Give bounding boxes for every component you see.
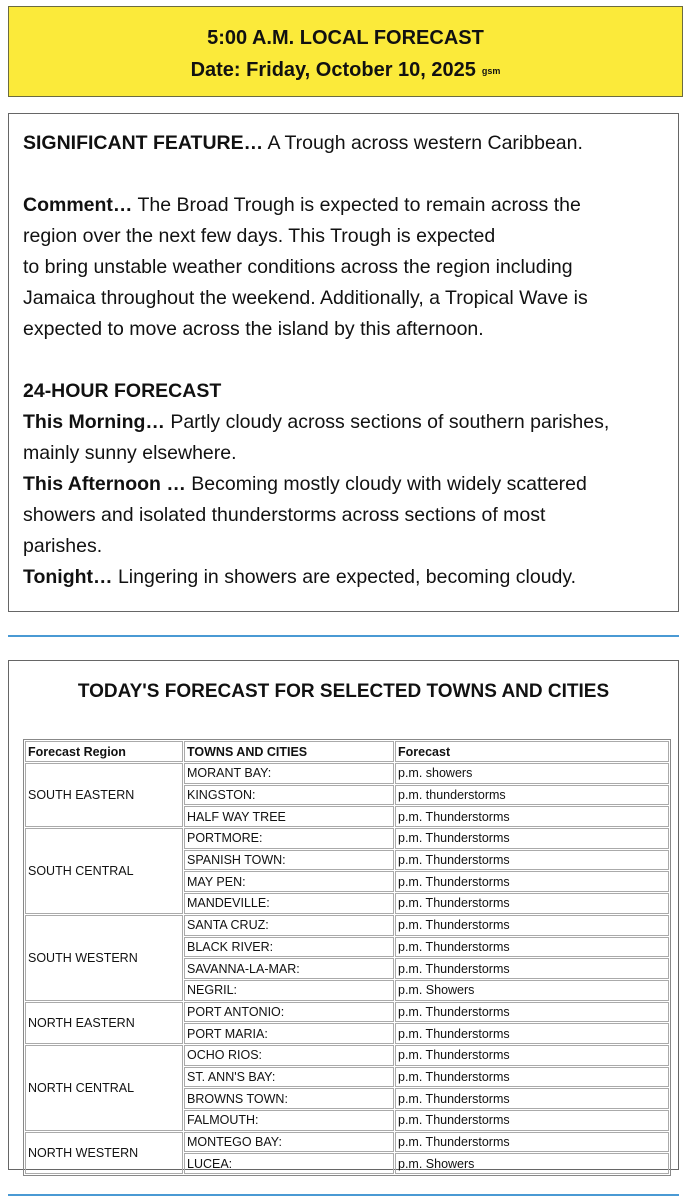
table-row [25, 763, 669, 784]
town-cell: FALMOUTH: [184, 1110, 394, 1131]
comment-line: to bring unstable weather conditions across the region including [23, 256, 573, 278]
significant-feature [23, 128, 664, 159]
town-cell: KINGSTON: [184, 785, 394, 806]
towns-forecast-panel [8, 660, 679, 1170]
town-cell: BROWNS TOWN: [184, 1088, 394, 1109]
towns-table [23, 739, 671, 1176]
town-cell: MANDEVILLE: [184, 893, 394, 914]
forecast-cell: p.m. Thunderstorms [395, 1067, 669, 1088]
region-cell: NORTH WESTERN [25, 1132, 183, 1174]
forecast-cell: p.m. Thunderstorms [395, 1045, 669, 1066]
tonight-label: Tonight… [23, 566, 113, 588]
forecast-cell: p.m. thunderstorms [395, 785, 669, 806]
forecast-date [9, 59, 682, 82]
table-row [25, 828, 669, 849]
comment-line: Jamaica throughout the weekend. Additionally, a Tropical Wave is [23, 287, 588, 309]
afternoon-forecast [23, 469, 664, 500]
town-cell: OCHO RIOS: [184, 1045, 394, 1066]
forecast-cell: p.m. Thunderstorms [395, 871, 669, 892]
afternoon-text-cont: parishes. [23, 535, 103, 557]
town-cell: MAY PEN: [184, 871, 394, 892]
forecast-cell: p.m. Thunderstorms [395, 893, 669, 914]
forecast-cell: p.m. Thunderstorms [395, 958, 669, 979]
morning-label: This Morning… [23, 411, 165, 433]
24-hour-heading: 24-HOUR FORECAST [23, 380, 222, 402]
afternoon-text-cont: showers and isolated thunderstorms across sections of most [23, 504, 546, 526]
forecast-cell: p.m. Thunderstorms [395, 828, 669, 849]
forecast-cell: p.m. Thunderstorms [395, 1002, 669, 1023]
tonight-text: Lingering in showers are expected, becoming cloudy. [112, 566, 577, 588]
town-cell: SAVANNA-LA-MAR: [184, 958, 394, 979]
morning-forecast [23, 407, 664, 438]
town-cell: PORT MARIA: [184, 1023, 394, 1044]
comment-line: region over the next few days. This Trough is expected [23, 225, 496, 247]
forecast-narrative [8, 113, 679, 612]
header-towns: TOWNS AND CITIES [184, 741, 394, 762]
forecast-cell: p.m. Thunderstorms [395, 937, 669, 958]
table-row [25, 1132, 669, 1153]
comment-label: Comment… [23, 194, 133, 216]
afternoon-label: This Afternoon … [23, 473, 186, 495]
town-cell: NEGRIL: [184, 980, 394, 1001]
table-row [25, 1002, 669, 1023]
forecast-cell: p.m. Thunderstorms [395, 1088, 669, 1109]
header-region: Forecast Region [25, 741, 183, 762]
region-cell: SOUTH EASTERN [25, 763, 183, 827]
town-cell: ST. ANN'S BAY: [184, 1067, 394, 1088]
forecast-cell: p.m. Thunderstorms [395, 850, 669, 871]
town-cell: MONTEGO BAY: [184, 1132, 394, 1153]
forecast-cell: p.m. Thunderstorms [395, 806, 669, 827]
tonight-forecast [23, 562, 664, 593]
comment-text: The Broad Trough is expected to remain across the [132, 194, 581, 216]
forecast-cell: p.m. showers [395, 763, 669, 784]
region-cell: SOUTH WESTERN [25, 915, 183, 1001]
forecast-cell: p.m. Thunderstorms [395, 1110, 669, 1131]
page-title: 5:00 A.M. LOCAL FORECAST [207, 27, 484, 49]
afternoon-text: Becoming mostly cloudy with widely scattered [185, 473, 587, 495]
forecast-cell: p.m. Thunderstorms [395, 915, 669, 936]
header-banner [8, 6, 683, 97]
town-cell: LUCEA: [184, 1153, 394, 1174]
comment-line: expected to move across the island by this afternoon. [23, 318, 484, 340]
region-cell: SOUTH CENTRAL [25, 828, 183, 914]
town-cell: BLACK RIVER: [184, 937, 394, 958]
divider [8, 1194, 679, 1196]
table-row [25, 1045, 669, 1066]
region-cell: NORTH EASTERN [25, 1002, 183, 1044]
town-cell: PORT ANTONIO: [184, 1002, 394, 1023]
morning-text-cont: mainly sunny elsewhere. [23, 442, 237, 464]
town-cell: HALF WAY TREE [184, 806, 394, 827]
forecast-cell: p.m. Showers [395, 1153, 669, 1174]
town-cell: MORANT BAY: [184, 763, 394, 784]
morning-text: Partly cloudy across sections of southern parishes, [164, 411, 610, 433]
significant-text: A Trough across western Caribbean. [263, 132, 583, 154]
significant-label: SIGNIFICANT FEATURE… [23, 132, 264, 154]
town-cell: SANTA CRUZ: [184, 915, 394, 936]
comment-line [23, 190, 664, 221]
table-header-row [25, 741, 669, 762]
gsm-tag: gsm [481, 65, 501, 76]
date-text: Date: Friday, October 10, 2025 [190, 59, 476, 81]
forecast-cell: p.m. Thunderstorms [395, 1023, 669, 1044]
forecast-cell: p.m. Thunderstorms [395, 1132, 669, 1153]
table-row [25, 915, 669, 936]
towns-title: TODAY'S FORECAST FOR SELECTED TOWNS AND CITIES [77, 681, 610, 702]
divider [8, 635, 679, 637]
header-forecast: Forecast [395, 741, 669, 762]
town-cell: SPANISH TOWN: [184, 850, 394, 871]
forecast-cell: p.m. Showers [395, 980, 669, 1001]
town-cell: PORTMORE: [184, 828, 394, 849]
region-cell: NORTH CENTRAL [25, 1045, 183, 1131]
